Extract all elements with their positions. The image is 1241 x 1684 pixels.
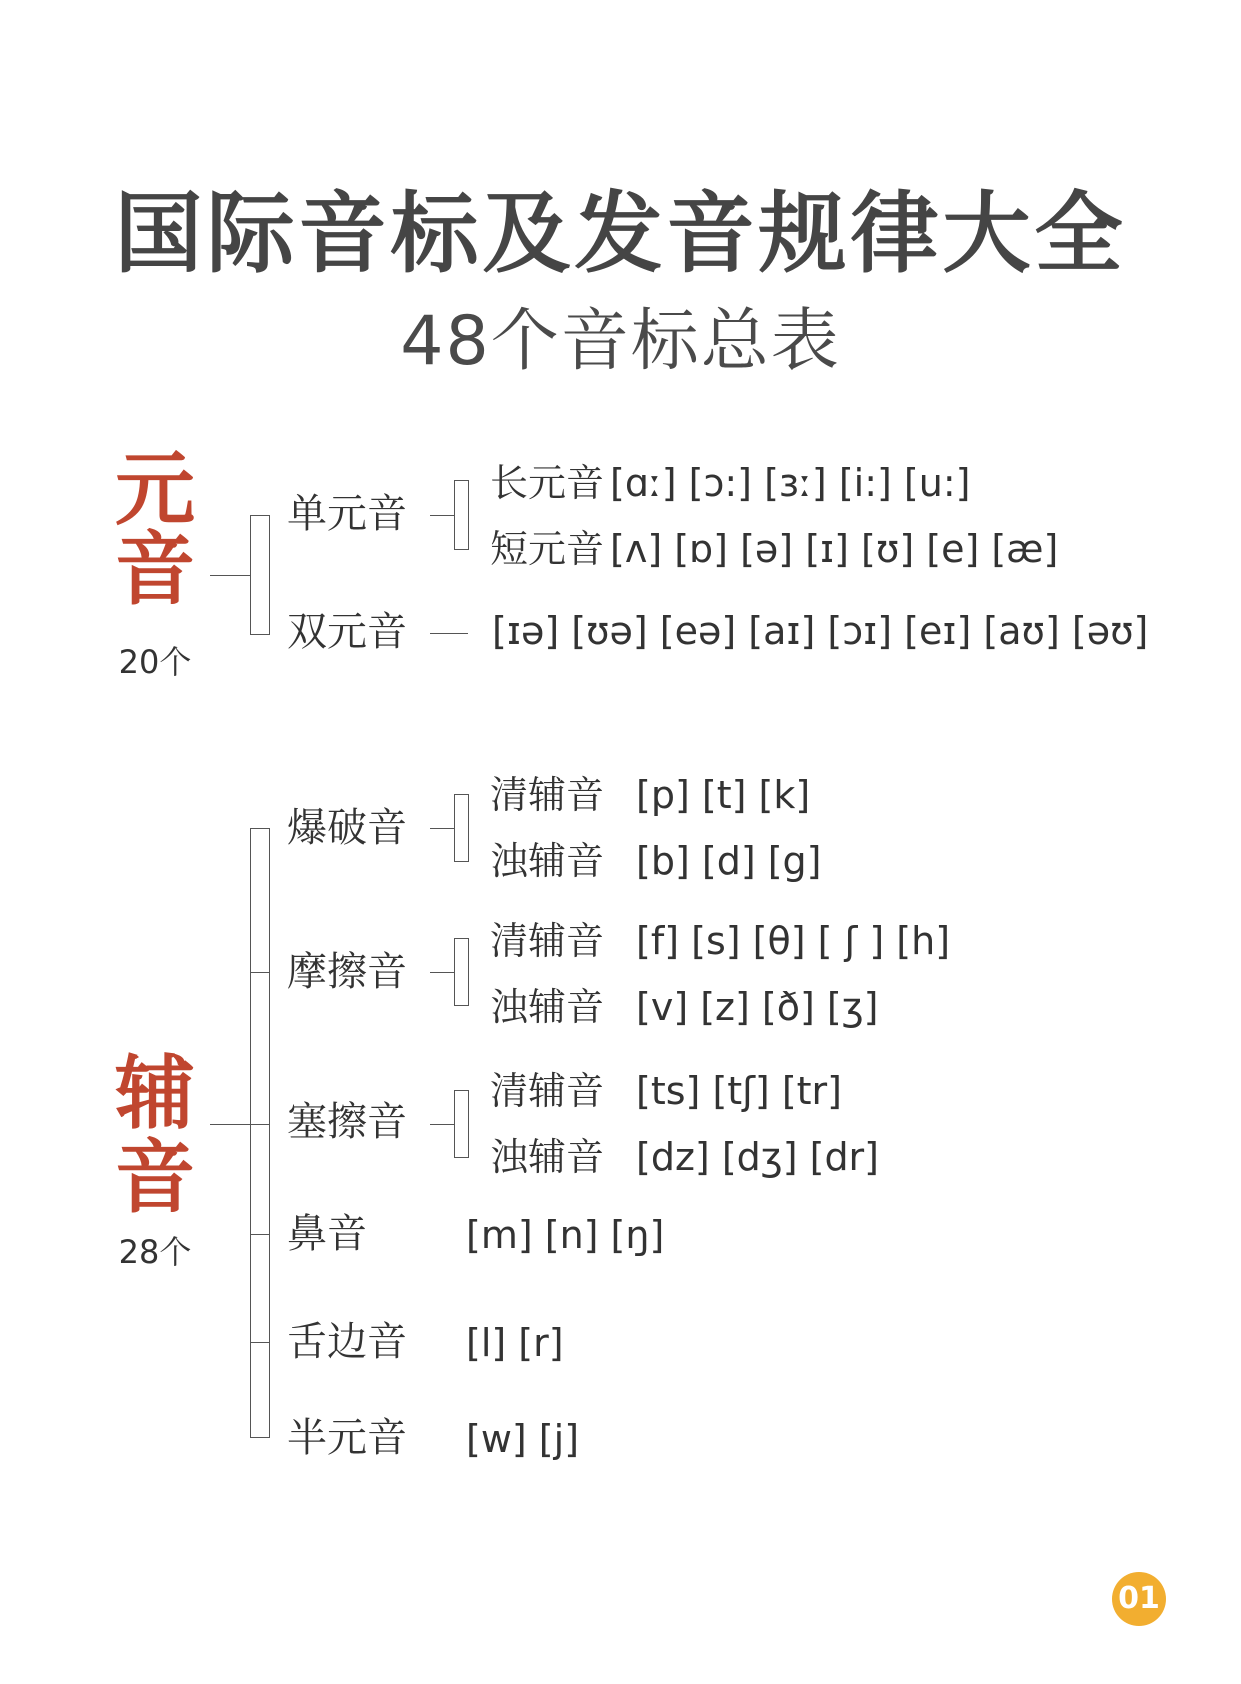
vowel-category-char-1: 元 (115, 443, 195, 536)
consonant-branch-line (210, 1124, 250, 1125)
plosive-branch-line (430, 828, 454, 829)
vowel-category-char-2: 音 (115, 523, 195, 616)
fricative-voiceless-symbols: [f] [s] [θ] [ ʃ ] [h] (636, 919, 951, 963)
plosive-voiced-row (490, 839, 822, 883)
affricate-voiced-row (490, 1135, 880, 1179)
consonant-tick-nasal (250, 1234, 270, 1235)
plosive-bracket (454, 794, 469, 862)
long-vowel-label: 长元音 (490, 461, 605, 505)
fricative-label: 摩擦音 (287, 949, 407, 995)
monophthong-bracket (454, 480, 469, 550)
affricate-voiced-symbols: [dz] [dʒ] [dr] (636, 1135, 880, 1179)
lateral-label: 舌边音 (287, 1319, 407, 1365)
fricative-voiceless-label: 清辅音 (490, 919, 605, 963)
consonant-tick-lateral (250, 1342, 270, 1343)
long-vowel-symbols: [ɑː] [ɔ:] [ɜː] [i:] [u:] (610, 461, 971, 505)
short-vowel-symbols: [ʌ] [ɒ] [ə] [ɪ] [ʊ] [e] [æ] (610, 527, 1059, 571)
fricative-voiced-symbols: [v] [z] [ð] [ʒ] (636, 985, 879, 1029)
affricate-label: 塞擦音 (287, 1099, 407, 1145)
affricate-branch-line (430, 1124, 454, 1125)
consonant-tick-fricative (250, 972, 270, 973)
lateral-symbols: [l] [r] (466, 1321, 564, 1365)
plosive-voiced-label: 浊辅音 (490, 839, 605, 883)
affricate-voiceless-symbols: [ts] [tʃ] [tr] (636, 1069, 843, 1113)
diphthong-label: 双元音 (287, 609, 407, 655)
page-subtitle: 48个音标总表 (400, 302, 841, 381)
fricative-bracket (454, 938, 469, 1006)
vowel-branch-line (210, 575, 250, 576)
nasal-label: 鼻音 (287, 1211, 367, 1257)
plosive-voiceless-symbols: [p] [t] [k] (636, 773, 811, 817)
consonant-tick-affricate (250, 1124, 270, 1125)
fricative-voiced-label: 浊辅音 (490, 985, 605, 1029)
vowel-count: 20个 (118, 643, 192, 681)
semivowel-label: 半元音 (287, 1415, 407, 1461)
consonant-category-char-2: 音 (115, 1131, 195, 1224)
short-vowel-label: 短元音 (490, 527, 605, 571)
short-vowel-row (490, 527, 1059, 571)
vowel-bracket (250, 515, 270, 635)
diphthong-symbols: [ɪə] [ʊə] [eə] [aɪ] [ɔɪ] [eɪ] [aʊ] [əʊ] (492, 609, 1149, 653)
plosive-voiceless-row (490, 773, 811, 817)
consonant-bracket (250, 828, 270, 1438)
plosive-voiceless-label: 清辅音 (490, 773, 605, 817)
fricative-voiced-row (490, 985, 879, 1029)
monophthong-label: 单元音 (287, 491, 407, 537)
page-number-badge: 01 (1112, 1572, 1166, 1626)
plosive-label: 爆破音 (287, 805, 407, 851)
semivowel-symbols: [w] [j] (466, 1417, 580, 1461)
affricate-voiceless-row (490, 1069, 843, 1113)
page-title: 国际音标及发音规律大全 (114, 182, 1127, 285)
plosive-voiced-symbols: [b] [d] [g] (636, 839, 822, 883)
consonant-category-char-1: 辅 (115, 1047, 195, 1140)
nasal-symbols: [m] [n] [ŋ] (466, 1213, 665, 1257)
diphthong-branch-line (430, 633, 468, 634)
affricate-voiced-label: 浊辅音 (490, 1135, 605, 1179)
long-vowel-row (490, 461, 971, 505)
fricative-branch-line (430, 972, 454, 973)
affricate-bracket (454, 1090, 469, 1158)
fricative-voiceless-row (490, 919, 951, 963)
affricate-voiceless-label: 清辅音 (490, 1069, 605, 1113)
monophthong-branch-line (430, 515, 454, 516)
consonant-count: 28个 (118, 1233, 192, 1271)
